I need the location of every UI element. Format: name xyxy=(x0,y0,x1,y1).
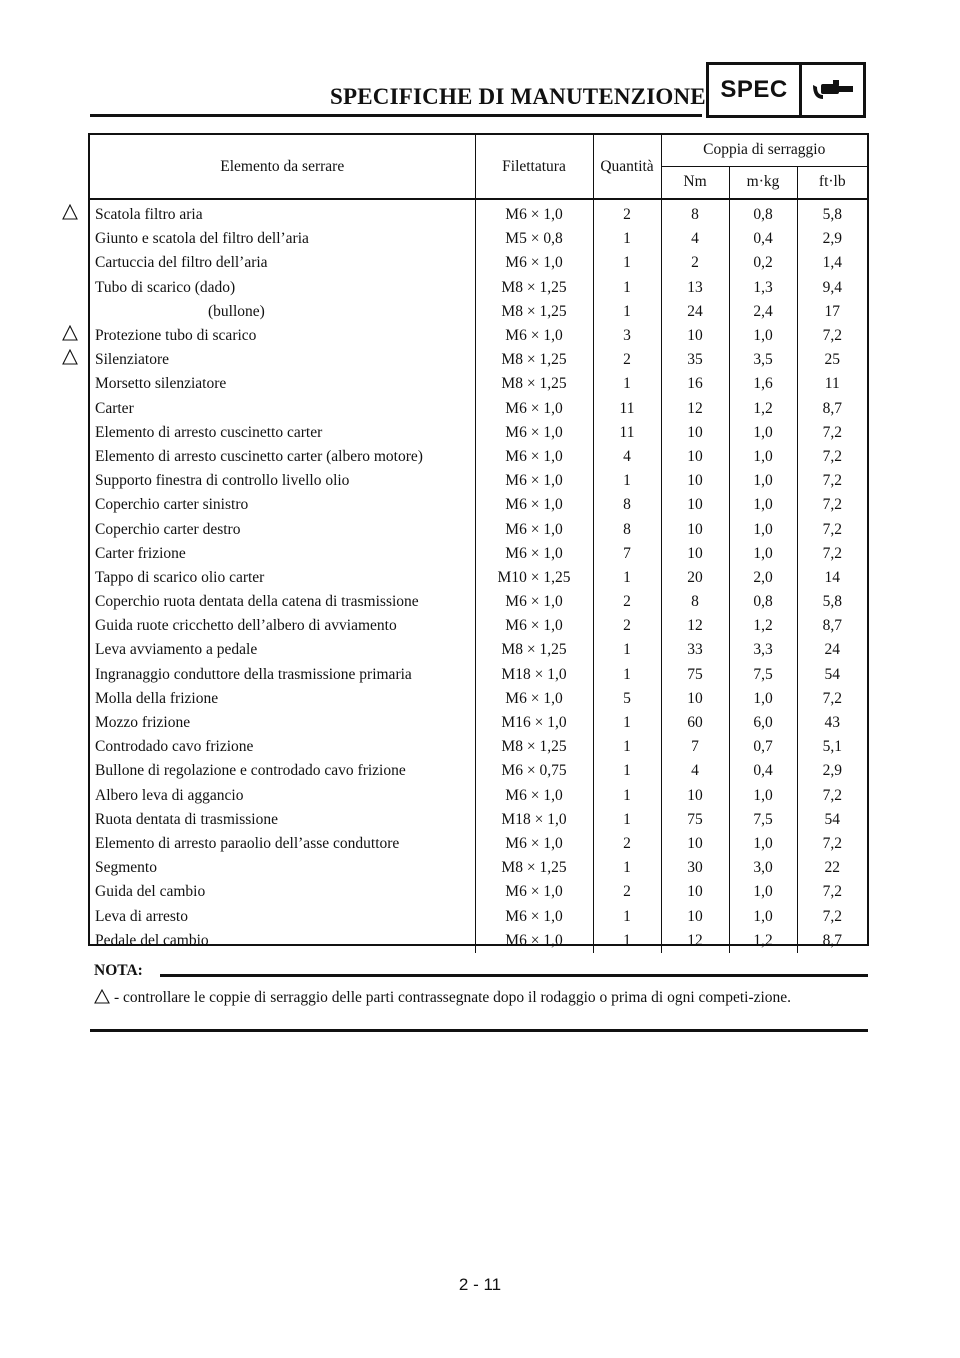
cell-quantity: 2 xyxy=(593,348,661,372)
cell-thread: M16 × 1,0 xyxy=(475,711,593,735)
cell-quantity: 7 xyxy=(593,542,661,566)
cell-nm: 16 xyxy=(661,372,729,396)
cell-quantity: 1 xyxy=(593,663,661,687)
cell-ftlb: 7,2 xyxy=(797,493,867,517)
cell-element: Guida del cambio xyxy=(95,883,206,901)
table-row xyxy=(90,227,867,251)
cell-mkg: 1,0 xyxy=(729,421,797,445)
table-row xyxy=(90,784,867,808)
table-row xyxy=(90,808,867,832)
cell-element: (bullone) xyxy=(208,302,265,320)
cell-element: Molla della frizione xyxy=(95,689,219,707)
cell-quantity: 4 xyxy=(593,445,661,469)
cell-quantity: 1 xyxy=(593,711,661,735)
cell-thread: M6 × 1,0 xyxy=(475,421,593,445)
table-row xyxy=(90,542,867,566)
cell-element: Supporto finestra di controllo livello olio xyxy=(95,472,350,490)
cell-thread: M6 × 1,0 xyxy=(475,614,593,638)
cell-element: Bullone di regolazione e controdado cavo frizione xyxy=(95,762,406,780)
cell-mkg: 3,3 xyxy=(729,638,797,662)
table-row xyxy=(90,832,867,856)
cell-quantity: 1 xyxy=(593,638,661,662)
header-ftlb: ft·lb xyxy=(797,166,867,199)
cell-nm: 24 xyxy=(661,300,729,324)
cell-ftlb: 7,2 xyxy=(797,445,867,469)
cell-quantity: 1 xyxy=(593,735,661,759)
cell-thread: M6 × 1,0 xyxy=(475,904,593,928)
cell-thread: M10 × 1,25 xyxy=(475,566,593,590)
cell-thread: M6 × 1,0 xyxy=(475,517,593,541)
cell-quantity: 1 xyxy=(593,300,661,324)
cell-element: Ingranaggio conduttore della trasmissione primaria xyxy=(95,665,412,683)
cell-ftlb: 7,2 xyxy=(797,880,867,904)
cell-nm: 13 xyxy=(661,276,729,300)
cell-nm: 10 xyxy=(661,784,729,808)
cell-nm: 10 xyxy=(661,324,729,348)
cell-ftlb: 1,4 xyxy=(797,251,867,275)
cell-thread: M6 × 1,0 xyxy=(475,251,593,275)
cell-thread: M5 × 0,8 xyxy=(475,227,593,251)
cell-mkg: 1,0 xyxy=(729,493,797,517)
cell-ftlb: 2,9 xyxy=(797,227,867,251)
cell-element: Ruota dentata di trasmissione xyxy=(95,810,278,828)
table-row xyxy=(90,300,867,324)
cell-thread: M6 × 1,0 xyxy=(475,324,593,348)
table-row xyxy=(90,348,867,372)
spec-label: SPEC xyxy=(709,65,802,115)
cell-thread: M8 × 1,25 xyxy=(475,638,593,662)
note-label: NOTA: xyxy=(94,962,143,979)
cell-mkg: 1,0 xyxy=(729,445,797,469)
cell-nm: 60 xyxy=(661,711,729,735)
cell-ftlb: 11 xyxy=(797,372,867,396)
table-row xyxy=(90,904,867,928)
page-title: SPECIFICHE DI MANUTENZIONE xyxy=(330,84,706,109)
cell-element: Carter frizione xyxy=(95,544,186,562)
cell-nm: 10 xyxy=(661,421,729,445)
cell-element: Coperchio ruota dentata della catena di trasmissione xyxy=(95,593,419,611)
cell-ftlb: 7,2 xyxy=(797,687,867,711)
table-row xyxy=(90,614,867,638)
table-row xyxy=(90,711,867,735)
cell-mkg: 2,0 xyxy=(729,566,797,590)
cell-nm: 8 xyxy=(661,590,729,614)
cell-nm: 12 xyxy=(661,397,729,421)
cell-mkg: 7,5 xyxy=(729,808,797,832)
cell-thread: M6 × 1,0 xyxy=(475,590,593,614)
cell-element: Elemento di arresto cuscinetto carter xyxy=(95,423,323,441)
cell-nm: 7 xyxy=(661,735,729,759)
cell-thread: M8 × 1,25 xyxy=(475,735,593,759)
cell-element: Carter xyxy=(95,399,134,417)
cell-ftlb: 7,2 xyxy=(797,832,867,856)
spec-badge xyxy=(706,62,866,118)
cell-thread: M6 × 0,75 xyxy=(475,759,593,783)
cell-quantity: 1 xyxy=(593,469,661,493)
table-row xyxy=(90,517,867,541)
cell-element: Tubo di scarico (dado) xyxy=(95,278,236,296)
cell-element: Leva di arresto xyxy=(95,907,188,925)
cell-nm: 30 xyxy=(661,856,729,880)
cell-quantity: 2 xyxy=(593,590,661,614)
cell-thread: M6 × 1,0 xyxy=(475,880,593,904)
cell-quantity: 5 xyxy=(593,687,661,711)
table-row xyxy=(90,566,867,590)
header-quantity: Quantità xyxy=(593,135,661,199)
cell-mkg: 1,0 xyxy=(729,687,797,711)
cell-quantity: 1 xyxy=(593,759,661,783)
cell-nm: 4 xyxy=(661,227,729,251)
cell-ftlb: 54 xyxy=(797,808,867,832)
table-row xyxy=(90,493,867,517)
cell-element: Leva avviamento a pedale xyxy=(95,641,258,659)
table-row xyxy=(90,324,867,348)
cell-nm: 75 xyxy=(661,808,729,832)
cell-ftlb: 25 xyxy=(797,348,867,372)
table-row xyxy=(90,759,867,783)
table-row xyxy=(90,638,867,662)
cell-element: Coperchio carter destro xyxy=(95,520,241,538)
cell-mkg: 1,0 xyxy=(729,517,797,541)
table-row xyxy=(90,880,867,904)
table-row xyxy=(90,372,867,396)
cell-element: Tappo di scarico olio carter xyxy=(95,568,265,586)
cell-ftlb: 14 xyxy=(797,566,867,590)
cell-element: Scatola filtro aria xyxy=(95,206,203,224)
cell-nm: 2 xyxy=(661,251,729,275)
cell-thread: M6 × 1,0 xyxy=(475,784,593,808)
cell-ftlb: 7,2 xyxy=(797,324,867,348)
cell-ftlb: 54 xyxy=(797,663,867,687)
cell-thread: M18 × 1,0 xyxy=(475,663,593,687)
cell-ftlb: 8,7 xyxy=(797,614,867,638)
table-row xyxy=(90,421,867,445)
note-text xyxy=(90,986,868,1010)
header-element: Elemento da serrare xyxy=(90,135,475,199)
cell-quantity: 2 xyxy=(593,832,661,856)
table-row xyxy=(90,663,867,687)
cell-ftlb: 7,2 xyxy=(797,784,867,808)
cell-nm: 10 xyxy=(661,880,729,904)
cell-thread: M6 × 1,0 xyxy=(475,199,593,227)
cell-thread: M8 × 1,25 xyxy=(475,276,593,300)
table-row xyxy=(90,397,867,421)
cell-ftlb: 5,8 xyxy=(797,590,867,614)
header-mkg: m·kg xyxy=(729,166,797,199)
cell-mkg: 0,7 xyxy=(729,735,797,759)
cell-thread: M18 × 1,0 xyxy=(475,808,593,832)
cell-mkg: 6,0 xyxy=(729,711,797,735)
cell-element: Cartuccia del filtro dell’aria xyxy=(95,254,268,272)
cell-mkg: 3,5 xyxy=(729,348,797,372)
header-rule xyxy=(90,114,702,117)
cell-ftlb: 9,4 xyxy=(797,276,867,300)
cell-ftlb: 8,7 xyxy=(797,397,867,421)
cell-mkg: 1,6 xyxy=(729,372,797,396)
cell-quantity: 2 xyxy=(593,199,661,227)
cell-mkg: 0,4 xyxy=(729,759,797,783)
cell-quantity: 11 xyxy=(593,397,661,421)
cell-ftlb: 24 xyxy=(797,638,867,662)
cell-quantity: 11 xyxy=(593,421,661,445)
cell-element: Elemento di arresto cuscinetto carter (albero motore) xyxy=(95,447,423,465)
cell-nm: 10 xyxy=(661,904,729,928)
table-row xyxy=(90,929,867,953)
cell-quantity: 1 xyxy=(593,227,661,251)
triangle-icon xyxy=(94,989,110,1004)
cell-mkg: 0,2 xyxy=(729,251,797,275)
cell-mkg: 7,5 xyxy=(729,663,797,687)
cell-ftlb: 5,1 xyxy=(797,735,867,759)
cell-mkg: 0,8 xyxy=(729,199,797,227)
cell-element: Guida ruote cricchetto dell’albero di avviamento xyxy=(95,617,397,635)
cell-ftlb: 5,8 xyxy=(797,199,867,227)
cell-element: Giunto e scatola del filtro dell’aria xyxy=(95,230,309,248)
table-row xyxy=(90,687,867,711)
cell-mkg: 1,2 xyxy=(729,397,797,421)
note-rule xyxy=(160,974,868,977)
cell-thread: M6 × 1,0 xyxy=(475,445,593,469)
table-row xyxy=(90,199,867,227)
cell-mkg: 1,2 xyxy=(729,929,797,953)
cell-quantity: 1 xyxy=(593,856,661,880)
cell-mkg: 2,4 xyxy=(729,300,797,324)
cell-nm: 10 xyxy=(661,832,729,856)
table-row xyxy=(90,856,867,880)
cell-quantity: 1 xyxy=(593,808,661,832)
cell-nm: 4 xyxy=(661,759,729,783)
cell-quantity: 2 xyxy=(593,614,661,638)
cell-nm: 12 xyxy=(661,929,729,953)
cell-element: Morsetto silenziatore xyxy=(95,375,227,393)
cell-thread: M6 × 1,0 xyxy=(475,832,593,856)
cell-ftlb: 7,2 xyxy=(797,517,867,541)
bottom-rule xyxy=(90,1029,868,1032)
cell-quantity: 1 xyxy=(593,566,661,590)
cell-quantity: 1 xyxy=(593,251,661,275)
cell-ftlb: 7,2 xyxy=(797,421,867,445)
triangle-icon xyxy=(62,325,78,341)
header-nm: Nm xyxy=(661,166,729,199)
cell-element: Protezione tubo di scarico xyxy=(95,327,257,345)
cell-mkg: 1,0 xyxy=(729,324,797,348)
cell-ftlb: 7,2 xyxy=(797,904,867,928)
cell-thread: M6 × 1,0 xyxy=(475,929,593,953)
cell-nm: 10 xyxy=(661,445,729,469)
cell-quantity: 3 xyxy=(593,324,661,348)
cell-element: Mozzo frizione xyxy=(95,714,191,732)
cell-quantity: 1 xyxy=(593,372,661,396)
cell-thread: M6 × 1,0 xyxy=(475,542,593,566)
cell-mkg: 3,0 xyxy=(729,856,797,880)
table-row xyxy=(90,469,867,493)
cell-quantity: 8 xyxy=(593,517,661,541)
header-torque: Coppia di serraggio xyxy=(661,135,867,166)
cell-element: Pedale del cambio xyxy=(95,931,209,949)
cell-ftlb: 17 xyxy=(797,300,867,324)
page-number: 2 - 11 xyxy=(458,1275,502,1294)
cell-mkg: 1,0 xyxy=(729,880,797,904)
wrench-icon xyxy=(802,65,863,115)
cell-mkg: 0,8 xyxy=(729,590,797,614)
cell-ftlb: 2,9 xyxy=(797,759,867,783)
cell-mkg: 1,3 xyxy=(729,276,797,300)
cell-quantity: 8 xyxy=(593,493,661,517)
triangle-icon xyxy=(62,204,78,220)
note-body: - controllare le coppie di serraggio delle parti contrassegnate dopo il rodaggio o prima di ogni competi-zione. xyxy=(114,989,792,1006)
cell-nm: 10 xyxy=(661,493,729,517)
cell-element: Albero leva di aggancio xyxy=(95,786,244,804)
cell-mkg: 1,0 xyxy=(729,469,797,493)
cell-nm: 12 xyxy=(661,614,729,638)
cell-ftlb: 8,7 xyxy=(797,929,867,953)
table-row xyxy=(90,445,867,469)
cell-nm: 35 xyxy=(661,348,729,372)
cell-mkg: 1,0 xyxy=(729,542,797,566)
cell-quantity: 1 xyxy=(593,904,661,928)
cell-thread: M6 × 1,0 xyxy=(475,397,593,421)
cell-thread: M8 × 1,25 xyxy=(475,372,593,396)
cell-nm: 10 xyxy=(661,542,729,566)
cell-mkg: 1,0 xyxy=(729,904,797,928)
table-row xyxy=(90,276,867,300)
cell-thread: M6 × 1,0 xyxy=(475,469,593,493)
cell-nm: 33 xyxy=(661,638,729,662)
cell-mkg: 1,2 xyxy=(729,614,797,638)
cell-nm: 10 xyxy=(661,517,729,541)
cell-element: Coperchio carter sinistro xyxy=(95,496,249,514)
header-thread: Filettatura xyxy=(475,135,593,199)
cell-ftlb: 43 xyxy=(797,711,867,735)
cell-element: Elemento di arresto paraolio dell’asse conduttore xyxy=(95,834,400,852)
table-row xyxy=(90,251,867,275)
cell-ftlb: 7,2 xyxy=(797,542,867,566)
cell-nm: 10 xyxy=(661,687,729,711)
cell-element: Silenziatore xyxy=(95,351,170,369)
torque-table xyxy=(88,133,869,949)
cell-quantity: 1 xyxy=(593,784,661,808)
cell-nm: 75 xyxy=(661,663,729,687)
triangle-icon xyxy=(62,349,78,365)
cell-nm: 20 xyxy=(661,566,729,590)
cell-ftlb: 22 xyxy=(797,856,867,880)
cell-element: Segmento xyxy=(95,859,157,877)
cell-mkg: 0,4 xyxy=(729,227,797,251)
cell-nm: 10 xyxy=(661,469,729,493)
cell-thread: M6 × 1,0 xyxy=(475,493,593,517)
cell-quantity: 2 xyxy=(593,880,661,904)
cell-element: Controdado cavo frizione xyxy=(95,738,254,756)
cell-quantity: 1 xyxy=(593,276,661,300)
cell-thread: M8 × 1,25 xyxy=(475,300,593,324)
cell-thread: M6 × 1,0 xyxy=(475,687,593,711)
cell-thread: M8 × 1,25 xyxy=(475,856,593,880)
table-row xyxy=(90,735,867,759)
cell-nm: 8 xyxy=(661,199,729,227)
table-row xyxy=(90,590,867,614)
cell-mkg: 1,0 xyxy=(729,784,797,808)
cell-thread: M8 × 1,25 xyxy=(475,348,593,372)
cell-ftlb: 7,2 xyxy=(797,469,867,493)
cell-mkg: 1,0 xyxy=(729,832,797,856)
cell-quantity: 1 xyxy=(593,929,661,953)
